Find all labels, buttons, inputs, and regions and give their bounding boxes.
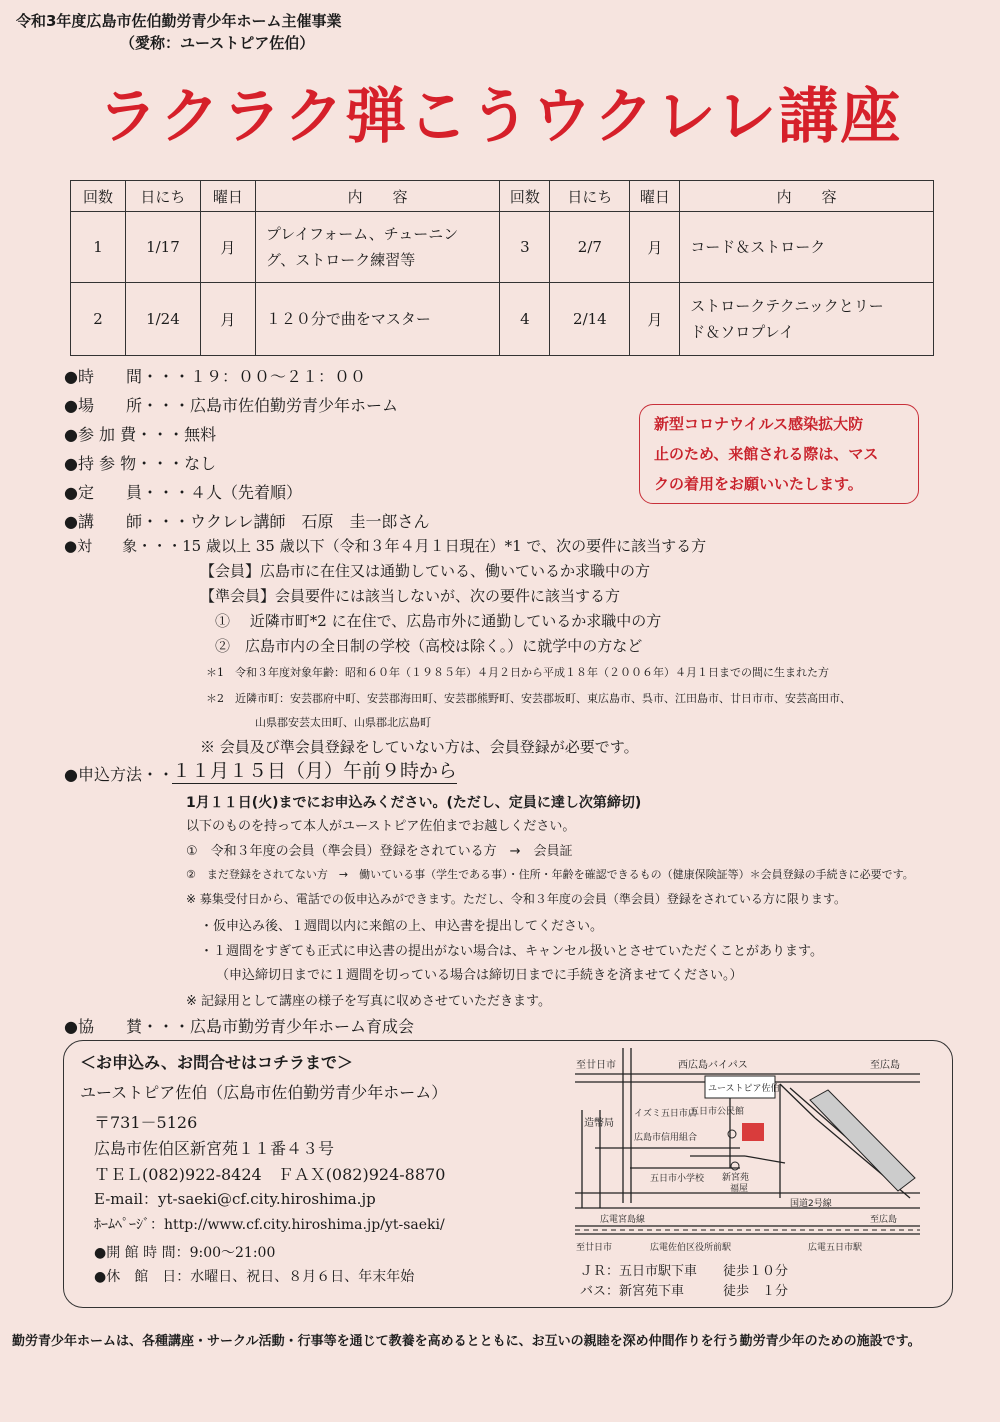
contact-tel: ＴＥＬ(082)922-8424 ＦＡＸ(082)924-8870 bbox=[94, 1165, 446, 1184]
contact-homepage[interactable] bbox=[94, 1214, 445, 1234]
cell-weekday: 月 bbox=[200, 283, 255, 356]
assoc-condition-2: ② 広島市内の全日制の学校（高校は除く。）に就学中の方など bbox=[215, 637, 643, 655]
access-jr: ＪＲ：五日市駅下車 徒歩１０分 bbox=[580, 1264, 789, 1279]
info-capacity: ●定 員・・・４人（先着順） bbox=[64, 483, 302, 502]
apply-label: ●申込方法・・ bbox=[64, 765, 174, 784]
map-label-to-hatsukaichi-bot: 至廿日市 bbox=[576, 1243, 613, 1253]
assoc-condition: 【準会員】会員要件には該当しないが、次の要件に該当する方 bbox=[200, 587, 621, 605]
doc-1: ① 令和３年度の会員（準会員）登録をされている方 → 会員証 bbox=[186, 844, 573, 859]
footnote-2a: ＊2 近隣市町：安芸郡府中町、安芸郡海田町、安芸郡熊野町、安芸郡坂町、東広島市、呉市、江田島市、廿日市市、安芸高田市、 bbox=[206, 692, 851, 705]
map-label-shinkin: 広島市信用組合 bbox=[634, 1133, 698, 1143]
map-label-fukuya: 福屋 bbox=[730, 1184, 749, 1194]
table-row bbox=[71, 283, 934, 356]
phone-note-2: ・仮申込み後、１週間以内に来館の上、申込書を提出してください。 bbox=[200, 919, 604, 934]
phone-note-4: （申込締切日までに１週間を切っている場合は締切日までに手続きを済ませてください。） bbox=[216, 968, 743, 983]
th-content-2: 内 容 bbox=[680, 181, 934, 212]
info-target: ●対 象・・・15 歳以上 35 歳以下（令和３年４月１日現在）*1 で、次の要件に該当する方 bbox=[64, 537, 707, 555]
cell-date: 1/17 bbox=[125, 212, 200, 283]
footnote-1: ＊1 令和３年度対象年齢：昭和６０年（１９８５年）４月２日から平成１８年（２００６年）４月１日までの間に生まれた方 bbox=[206, 666, 829, 679]
bring-docs: 以下のものを持って本人がユーストピア佐伯までお越しください。 bbox=[186, 819, 576, 834]
access-map bbox=[570, 1048, 930, 1260]
assoc-condition-1: ① 近隣市町*2 に在住で、広島市外に通勤しているか求職中の方 bbox=[215, 612, 662, 630]
photo-note: ※ 記録用として講座の様子を写真に収めさせていただきます。 bbox=[186, 994, 551, 1009]
cell-date: 2/14 bbox=[550, 283, 630, 356]
map-label-kouminkan: 五日市公民館 bbox=[690, 1107, 745, 1117]
covid-line: クの着用をお願いいたします。 bbox=[654, 475, 863, 493]
table-row bbox=[71, 212, 934, 283]
cell-content-line: ド＆ソロプレイ bbox=[690, 323, 794, 341]
cell-count: 3 bbox=[500, 212, 550, 283]
info-time: ●時 間・・・１９：００～２１：００ bbox=[64, 367, 366, 386]
map-label-hiroden-itsukaichi: 広電五日市駅 bbox=[808, 1243, 863, 1253]
th-count: 回数 bbox=[71, 181, 126, 212]
phone-note-1: ※ 募集受付日から、電話での仮申込みができます。ただし、令和３年度の会員（準会員）登録をされている方に限ります。 bbox=[186, 892, 846, 906]
contact-heading: ＜お申込み、お問合せはコチラまで＞ bbox=[80, 1053, 353, 1072]
covid-notice bbox=[639, 404, 919, 504]
map-label-to-hatsukaichi-top: 至廿日市 bbox=[576, 1060, 616, 1071]
email-link[interactable]: E-mail：yt-saeki@cf.city.hiroshima.jp bbox=[94, 1190, 376, 1208]
cell-date: 1/24 bbox=[125, 283, 200, 356]
map-label-route2: 国道2号線 bbox=[790, 1199, 832, 1209]
contact-zip: 〒731－5126 bbox=[94, 1113, 198, 1132]
phone-note-3: ・１週間をすぎても正式に申込書の提出がない場合は、キャンセル扱いとさせていただくことがあります。 bbox=[200, 944, 823, 959]
member-condition: 【会員】広島市に在住又は通勤している、働いているか求職中の方 bbox=[200, 562, 651, 580]
map-label-hiroden: 広電宮島線 bbox=[600, 1215, 646, 1225]
cell-content-line: グ、ストローク練習等 bbox=[265, 251, 416, 269]
schedule-table bbox=[70, 180, 934, 356]
covid-line: 止のため、来館される際は、マス bbox=[654, 445, 879, 463]
contact-email[interactable] bbox=[94, 1188, 376, 1209]
header-line2: （愛称：ユーストピア佐伯） bbox=[120, 34, 315, 52]
header bbox=[16, 10, 341, 54]
th-date: 日にち bbox=[125, 181, 200, 212]
footnote-2b: 山県郡安芸太田町、山県郡北広島町 bbox=[255, 716, 431, 729]
cell-date: 2/7 bbox=[550, 212, 630, 283]
schedule-header-row bbox=[71, 181, 934, 212]
registration-note: ※ 会員及び準会員登録をしていない方は、会員登録が必要です。 bbox=[200, 738, 639, 756]
cell-content bbox=[680, 283, 934, 356]
map-label-to-hiroshima-top: 至広島 bbox=[870, 1060, 900, 1071]
covid-line: 新型コロナウイルス感染拡大防 bbox=[654, 415, 864, 433]
info-bring: ●持 参 物・・・なし bbox=[64, 454, 217, 473]
closed-days: ●休 館 日：水曜日、祝日、８月６日、年末年始 bbox=[94, 1269, 415, 1285]
cell-content bbox=[255, 212, 500, 283]
header-line1: 令和3年度広島市佐伯勤労青少年ホーム主催事業 bbox=[16, 12, 342, 30]
map-label-zouheikyoku: 造幣局 bbox=[584, 1118, 614, 1129]
cell-content bbox=[255, 283, 500, 356]
th-content: 内 容 bbox=[255, 181, 500, 212]
cell-weekday: 月 bbox=[630, 283, 680, 356]
cell-weekday: 月 bbox=[200, 212, 255, 283]
map-label-school: 五日市小学校 bbox=[650, 1174, 705, 1184]
info-fee: ●参 加 費・・・無料 bbox=[64, 425, 217, 444]
map-label-bypass: 西広島バイパス bbox=[678, 1060, 748, 1071]
apply-date: １１月１５日（月）午前９時から bbox=[172, 756, 457, 784]
th-weekday: 曜日 bbox=[200, 181, 255, 212]
cell-count: 1 bbox=[71, 212, 126, 283]
cell-weekday: 月 bbox=[630, 212, 680, 283]
map-label-saeki-kuyakusho: 広電佐伯区役所前駅 bbox=[650, 1243, 732, 1253]
cell-content bbox=[680, 212, 934, 283]
page-title: ラクラク弾こうウクレレ講座 bbox=[97, 82, 903, 152]
cell-content-line: ストロークテクニックとリー bbox=[690, 297, 884, 315]
access-bus: バス：新宮苑下車 徒歩 １分 bbox=[580, 1284, 789, 1299]
info-place: ●場 所・・・広島市佐伯勤労青少年ホーム bbox=[64, 396, 398, 415]
cell-count: 4 bbox=[500, 283, 550, 356]
homepage-link[interactable]: ﾎｰﾑﾍﾟｰｼﾞ：http://www.cf.city.hiroshima.jp/yt-saeki/ bbox=[94, 1217, 445, 1233]
cell-content-line: １２０分で曲をマスター bbox=[265, 310, 431, 328]
info-teacher: ●講 師・・・ウクレレ講師 石原 圭一郎さん bbox=[64, 512, 430, 531]
cell-count: 2 bbox=[71, 283, 126, 356]
map-label-to-hiroshima-bot: 至広島 bbox=[870, 1215, 898, 1225]
cell-content-line: プレイフォーム、チューニン bbox=[265, 225, 459, 243]
doc-2: ② まだ登録をされてない方 → 働いている事（学生である事）・住所・年齢を確認できるもの（健康保険証等）＊会員登録の手続きに必要です。 bbox=[186, 868, 914, 881]
footer-description: 勤労青少年ホームは、各種講座・サークル活動・行事等を通じて教養を高めるとともに、お互いの親睦を深め仲間作りを行う勤労青少年のための施設です。 bbox=[12, 1334, 921, 1349]
th-date-2: 日にち bbox=[550, 181, 630, 212]
map-label-shinguen: 新宮苑 bbox=[722, 1173, 750, 1183]
opening-hours: ●開 館 時 間：9:00～21:00 bbox=[94, 1245, 276, 1261]
deadline: 1月１１日(火)までにお申込みください。(ただし、定員に達し次第締切) bbox=[186, 795, 642, 811]
info-sponsor: ●協 賛・・・広島市勤労青少年ホーム育成会 bbox=[64, 1017, 414, 1036]
cell-content-line: コード＆ストローク bbox=[690, 238, 826, 256]
map-label-facility: ユーストピア佐伯 bbox=[708, 1084, 780, 1094]
th-weekday-2: 曜日 bbox=[630, 181, 680, 212]
contact-address: 広島市佐伯区新宮苑１１番４３号 bbox=[94, 1139, 335, 1158]
contact-name: ユーストピア佐伯（広島市佐伯勤労青少年ホーム） bbox=[80, 1083, 448, 1102]
th-count-2: 回数 bbox=[500, 181, 550, 212]
map-label-izumi: イズミ五日市店 bbox=[634, 1109, 697, 1119]
